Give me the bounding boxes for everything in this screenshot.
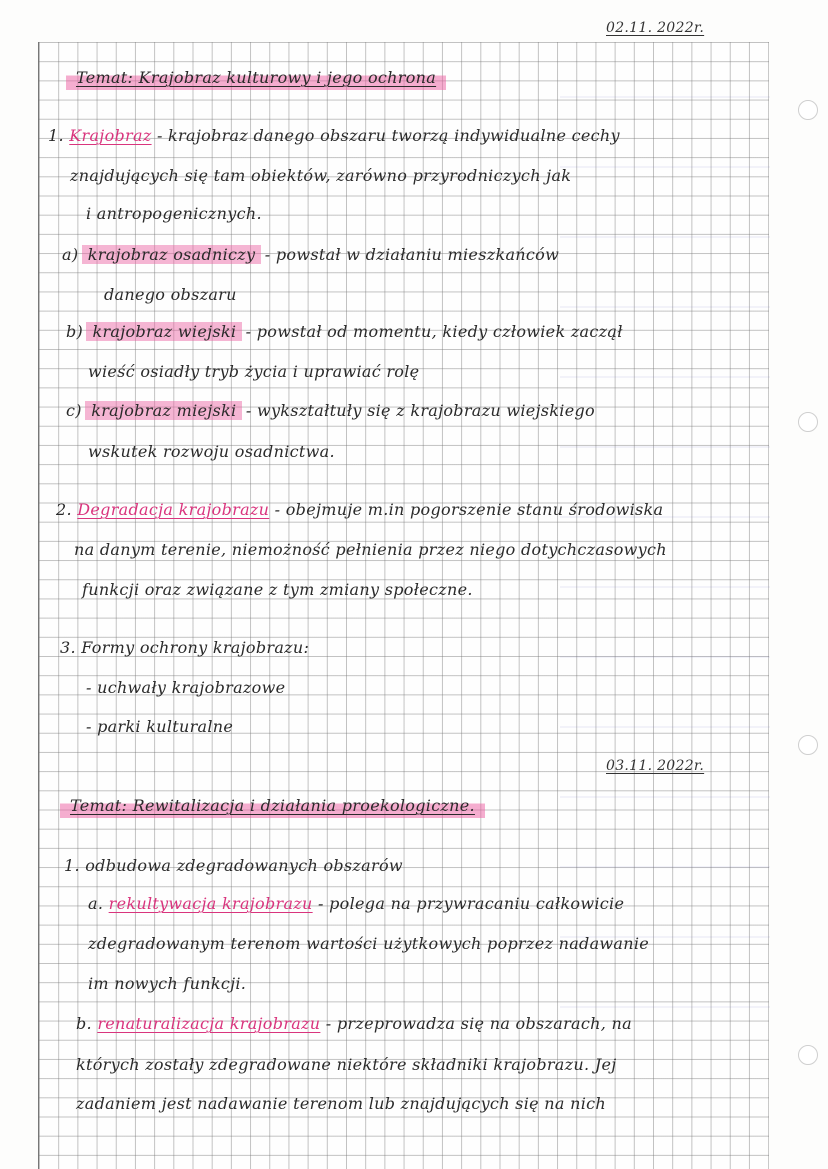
item-label: a.: [88, 894, 104, 913]
term-krajobraz: Krajobraz: [69, 126, 152, 145]
s2-item-b-line-c: zadaniem jest nadawanie terenom lub znajdujących się na nich: [76, 1094, 606, 1113]
item-label: b.: [76, 1014, 92, 1033]
date-second: 03.11. 2022r.: [606, 758, 705, 774]
item-c-line-b: wskutek rozwoju osadnictwa.: [88, 442, 335, 461]
s2-item-a-line-c: im nowych funkcji.: [88, 974, 247, 993]
item-label: c): [66, 401, 82, 420]
item-b-line-b: wieść osiadły tryb życia i uprawiać rolę: [88, 362, 420, 381]
term-renaturalizacja: renaturalizacja krajobrazu: [97, 1014, 321, 1033]
item-label: b): [66, 322, 84, 341]
punch-hole: [798, 412, 818, 432]
term-highlight: krajobraz miejski: [85, 401, 242, 420]
point-3-item-1: - uchwały krajobrazowe: [86, 678, 286, 697]
term-degradacja: Degradacja krajobrazu: [77, 500, 270, 519]
point-1-line-a: [48, 126, 620, 145]
point-3-heading: 3. Formy ochrony krajobrazu:: [60, 638, 310, 657]
point-number: 2.: [56, 500, 72, 519]
s2-point-1: 1. odbudowa zdegradowanych obszarów: [64, 856, 403, 875]
item-c-line-a: [66, 401, 595, 420]
point-1-line-b: znajdujących się tam obiektów, zarówno przyrodniczych jak: [70, 166, 572, 185]
definition-text: - krajobraz danego obszaru tworzą indywidualne cechy: [156, 126, 620, 145]
point-1-line-c: i antropogenicznych.: [86, 204, 262, 223]
item-a-line-a: [62, 245, 559, 264]
punch-hole: [798, 100, 818, 120]
s2-item-a-line-a: [88, 894, 624, 913]
definition-text: - przeprowadza się na obszarach, na: [325, 1014, 632, 1033]
point-2-line-b: na danym terenie, niemożność pełnienia przez niego dotychczasowych: [74, 540, 667, 559]
point-2-line-c: funkcji oraz związane z tym zmiany społeczne.: [82, 580, 473, 599]
point-2-line-a: [56, 500, 663, 519]
s2-item-b-line-a: [76, 1014, 632, 1033]
section2-title: [60, 796, 485, 815]
definition-text: - powstał w działaniu mieszkańców: [264, 245, 560, 264]
punch-hole: [798, 735, 818, 755]
point-number: 1.: [48, 126, 64, 145]
definition-text: - wykształtuły się z krajobrazu wiejskiego: [245, 401, 595, 420]
item-a-line-b: danego obszaru: [104, 285, 237, 304]
term-rekultywacja: rekultywacja krajobrazu: [108, 894, 313, 913]
item-label: a): [62, 245, 79, 264]
point-3-item-2: - parki kulturalne: [86, 717, 234, 736]
term-highlight: krajobraz wiejski: [86, 322, 242, 341]
section1-title: [66, 68, 446, 87]
s2-item-b-line-b: których zostały zdegradowane niektóre składniki krajobrazu. Jej: [76, 1055, 617, 1074]
term-highlight: krajobraz osadniczy: [82, 245, 262, 264]
item-b-line-a: [66, 322, 623, 341]
definition-text: - obejmuje m.in pogorszenie stanu środowiska: [274, 500, 664, 519]
definition-text: - powstał od momentu, kiedy człowiek zaczął: [245, 322, 623, 341]
title-text: Temat: Krajobraz kulturowy i jego ochrona: [66, 68, 446, 90]
title-text: Temat: Rewitalizacja i działania proekologiczne.: [60, 796, 485, 818]
s2-item-a-line-b: zdegradowanym terenom wartości użytkowych poprzez nadawanie: [88, 934, 650, 953]
punch-hole: [798, 1045, 818, 1065]
definition-text: - polega na przywracaniu całkowicie: [318, 894, 625, 913]
date-first: 02.11. 2022r.: [606, 20, 705, 36]
